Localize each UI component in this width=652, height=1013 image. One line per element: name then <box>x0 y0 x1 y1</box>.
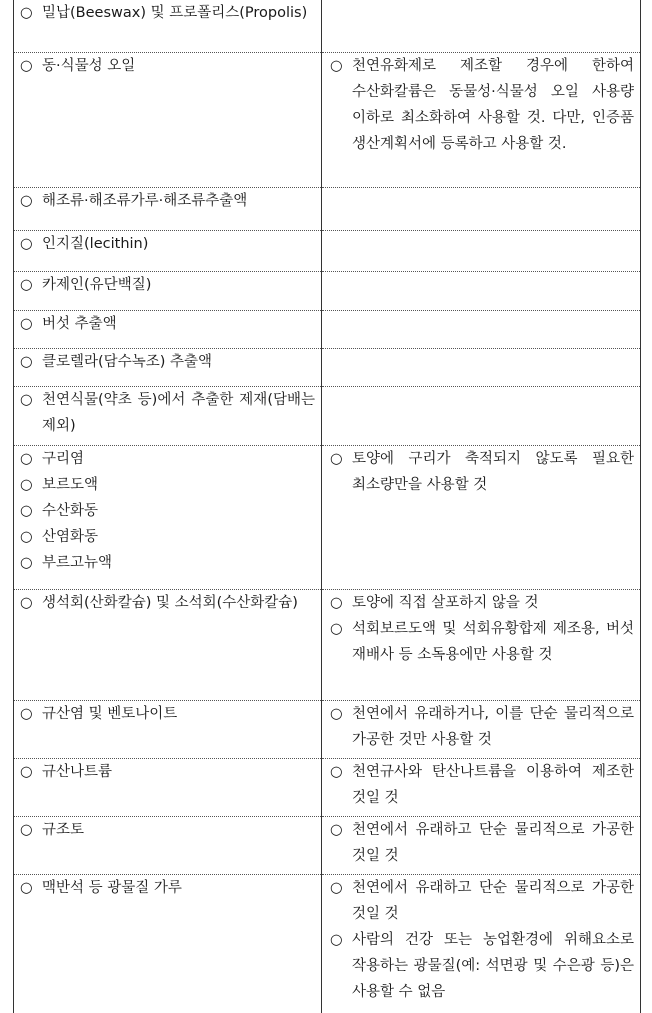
material-item <box>14 498 321 524</box>
condition-cell <box>322 759 641 817</box>
condition-cell <box>322 311 641 349</box>
material-cell <box>14 0 322 53</box>
material-item <box>14 53 321 79</box>
circle-bullet-icon: ○ <box>20 759 42 785</box>
material-item <box>14 272 321 298</box>
condition-cell <box>322 53 641 188</box>
condition-text: 천연유화제로 제조할 경우에 한하여 수산화칼륨은 동물성·식물성 오일 사용량 이하로 최소화하여 사용할 것. 다만, 인증품 생산계획서에 등록하고 사용할 것. <box>352 58 634 152</box>
condition-item <box>324 701 640 753</box>
material-cell <box>14 701 322 759</box>
material-name: 맥반석 등 광물질 가루 <box>42 880 182 896</box>
condition-cell <box>322 590 641 701</box>
material-cell <box>14 387 322 446</box>
condition-cell <box>322 387 641 446</box>
condition-cell <box>322 446 641 590</box>
material-name: 보르도액 <box>42 477 98 493</box>
circle-bullet-icon: ○ <box>330 701 352 727</box>
condition-cell <box>322 349 641 387</box>
circle-bullet-icon: ○ <box>330 875 352 901</box>
material-item <box>14 387 321 439</box>
circle-bullet-icon: ○ <box>20 550 42 576</box>
material-item <box>14 231 321 257</box>
material-cell <box>14 53 322 188</box>
condition-text: 천연에서 유래하고 단순 물리적으로 가공한 것일 것 <box>352 822 634 864</box>
material-name: 부르고뉴액 <box>42 555 112 571</box>
table-row <box>14 0 641 53</box>
material-item <box>14 349 321 375</box>
circle-bullet-icon: ○ <box>20 0 42 26</box>
material-cell <box>14 272 322 311</box>
circle-bullet-icon: ○ <box>20 524 42 550</box>
circle-bullet-icon: ○ <box>20 231 42 257</box>
material-item <box>14 446 321 472</box>
circle-bullet-icon: ○ <box>20 875 42 901</box>
material-cell <box>14 231 322 272</box>
table-row <box>14 817 641 875</box>
condition-item <box>324 590 640 616</box>
material-item <box>14 875 321 901</box>
circle-bullet-icon: ○ <box>20 387 42 413</box>
material-name: 해조류·해조류가루·해조류추출액 <box>42 193 247 209</box>
material-cell <box>14 817 322 875</box>
material-name: 산염화동 <box>42 529 98 545</box>
material-name: 천연식물(약초 등)에서 추출한 제재(담배는 제외) <box>42 392 315 434</box>
table-row <box>14 590 641 701</box>
table-row <box>14 875 641 1013</box>
circle-bullet-icon: ○ <box>20 590 42 616</box>
circle-bullet-icon: ○ <box>20 446 42 472</box>
circle-bullet-icon: ○ <box>330 590 352 616</box>
condition-cell <box>322 875 641 1013</box>
condition-text: 천연규사와 탄산나트륨을 이용하여 제조한 것일 것 <box>352 764 634 806</box>
material-item <box>14 472 321 498</box>
condition-item <box>324 759 640 811</box>
circle-bullet-icon: ○ <box>330 927 352 953</box>
table-row <box>14 446 641 590</box>
condition-item <box>324 446 640 498</box>
material-name: 수산화동 <box>42 503 98 519</box>
material-cell <box>14 311 322 349</box>
material-item <box>14 817 321 843</box>
circle-bullet-icon: ○ <box>20 349 42 375</box>
circle-bullet-icon: ○ <box>20 817 42 843</box>
table-row <box>14 231 641 272</box>
condition-item <box>324 817 640 869</box>
circle-bullet-icon: ○ <box>20 53 42 79</box>
material-name: 구리염 <box>42 451 84 467</box>
condition-cell <box>322 0 641 53</box>
circle-bullet-icon: ○ <box>330 759 352 785</box>
table-row <box>14 188 641 231</box>
circle-bullet-icon: ○ <box>20 311 42 337</box>
material-name: 카제인(유단백질) <box>42 277 151 293</box>
condition-item <box>324 927 640 1005</box>
circle-bullet-icon: ○ <box>20 188 42 214</box>
condition-item <box>324 616 640 668</box>
condition-text: 토양에 직접 살포하지 않을 것 <box>352 595 539 611</box>
condition-item <box>324 53 640 157</box>
condition-text: 석회보르도액 및 석회유황합제 제조용, 버섯 재배사 등 소독용에만 사용할 것 <box>352 621 634 663</box>
material-name: 규산나트륨 <box>42 764 112 780</box>
table-row <box>14 53 641 188</box>
material-item <box>14 590 321 616</box>
material-name: 클로렐라(담수녹조) 추출액 <box>42 354 212 370</box>
material-name: 밀납(Beeswax) 및 프로폴리스(Propolis) <box>42 5 307 21</box>
circle-bullet-icon: ○ <box>330 53 352 79</box>
material-item <box>14 759 321 785</box>
condition-item <box>324 875 640 927</box>
condition-cell <box>322 817 641 875</box>
material-cell <box>14 759 322 817</box>
circle-bullet-icon: ○ <box>20 472 42 498</box>
circle-bullet-icon: ○ <box>20 272 42 298</box>
material-cell <box>14 590 322 701</box>
material-name: 동·식물성 오일 <box>42 58 135 74</box>
circle-bullet-icon: ○ <box>20 498 42 524</box>
table-row <box>14 272 641 311</box>
condition-cell <box>322 188 641 231</box>
material-item <box>14 550 321 576</box>
condition-text: 천연에서 유래하고 단순 물리적으로 가공한 것일 것 <box>352 880 634 922</box>
material-item <box>14 0 321 26</box>
circle-bullet-icon: ○ <box>330 446 352 472</box>
material-name: 규산염 및 벤토나이트 <box>42 706 177 722</box>
table-row <box>14 387 641 446</box>
permitted-materials-table <box>13 0 641 1013</box>
table-body <box>14 0 641 1013</box>
condition-text: 토양에 구리가 축적되지 않도록 필요한 최소량만을 사용할 것 <box>352 451 634 493</box>
material-item <box>14 188 321 214</box>
table-row <box>14 759 641 817</box>
material-item <box>14 524 321 550</box>
table-row <box>14 701 641 759</box>
table-row <box>14 349 641 387</box>
table-row <box>14 311 641 349</box>
material-name: 규조토 <box>42 822 84 838</box>
material-item <box>14 311 321 337</box>
material-cell <box>14 349 322 387</box>
circle-bullet-icon: ○ <box>330 616 352 642</box>
condition-text: 사람의 건강 또는 농업환경에 위해요소로 작용하는 광물질(예: 석면광 및 수은광 등)은 사용할 수 없음 <box>352 932 634 1000</box>
material-cell <box>14 446 322 590</box>
material-name: 생석회(산화칼슘) 및 소석회(수산화칼슘) <box>42 595 298 611</box>
material-item <box>14 701 321 727</box>
material-name: 인지질(lecithin) <box>42 236 148 252</box>
material-name: 버섯 추출액 <box>42 316 117 332</box>
circle-bullet-icon: ○ <box>20 701 42 727</box>
material-cell <box>14 188 322 231</box>
condition-cell <box>322 231 641 272</box>
condition-cell <box>322 701 641 759</box>
material-cell <box>14 875 322 1013</box>
circle-bullet-icon: ○ <box>330 817 352 843</box>
condition-cell <box>322 272 641 311</box>
condition-text: 천연에서 유래하거나, 이를 단순 물리적으로 가공한 것만 사용할 것 <box>352 706 634 748</box>
